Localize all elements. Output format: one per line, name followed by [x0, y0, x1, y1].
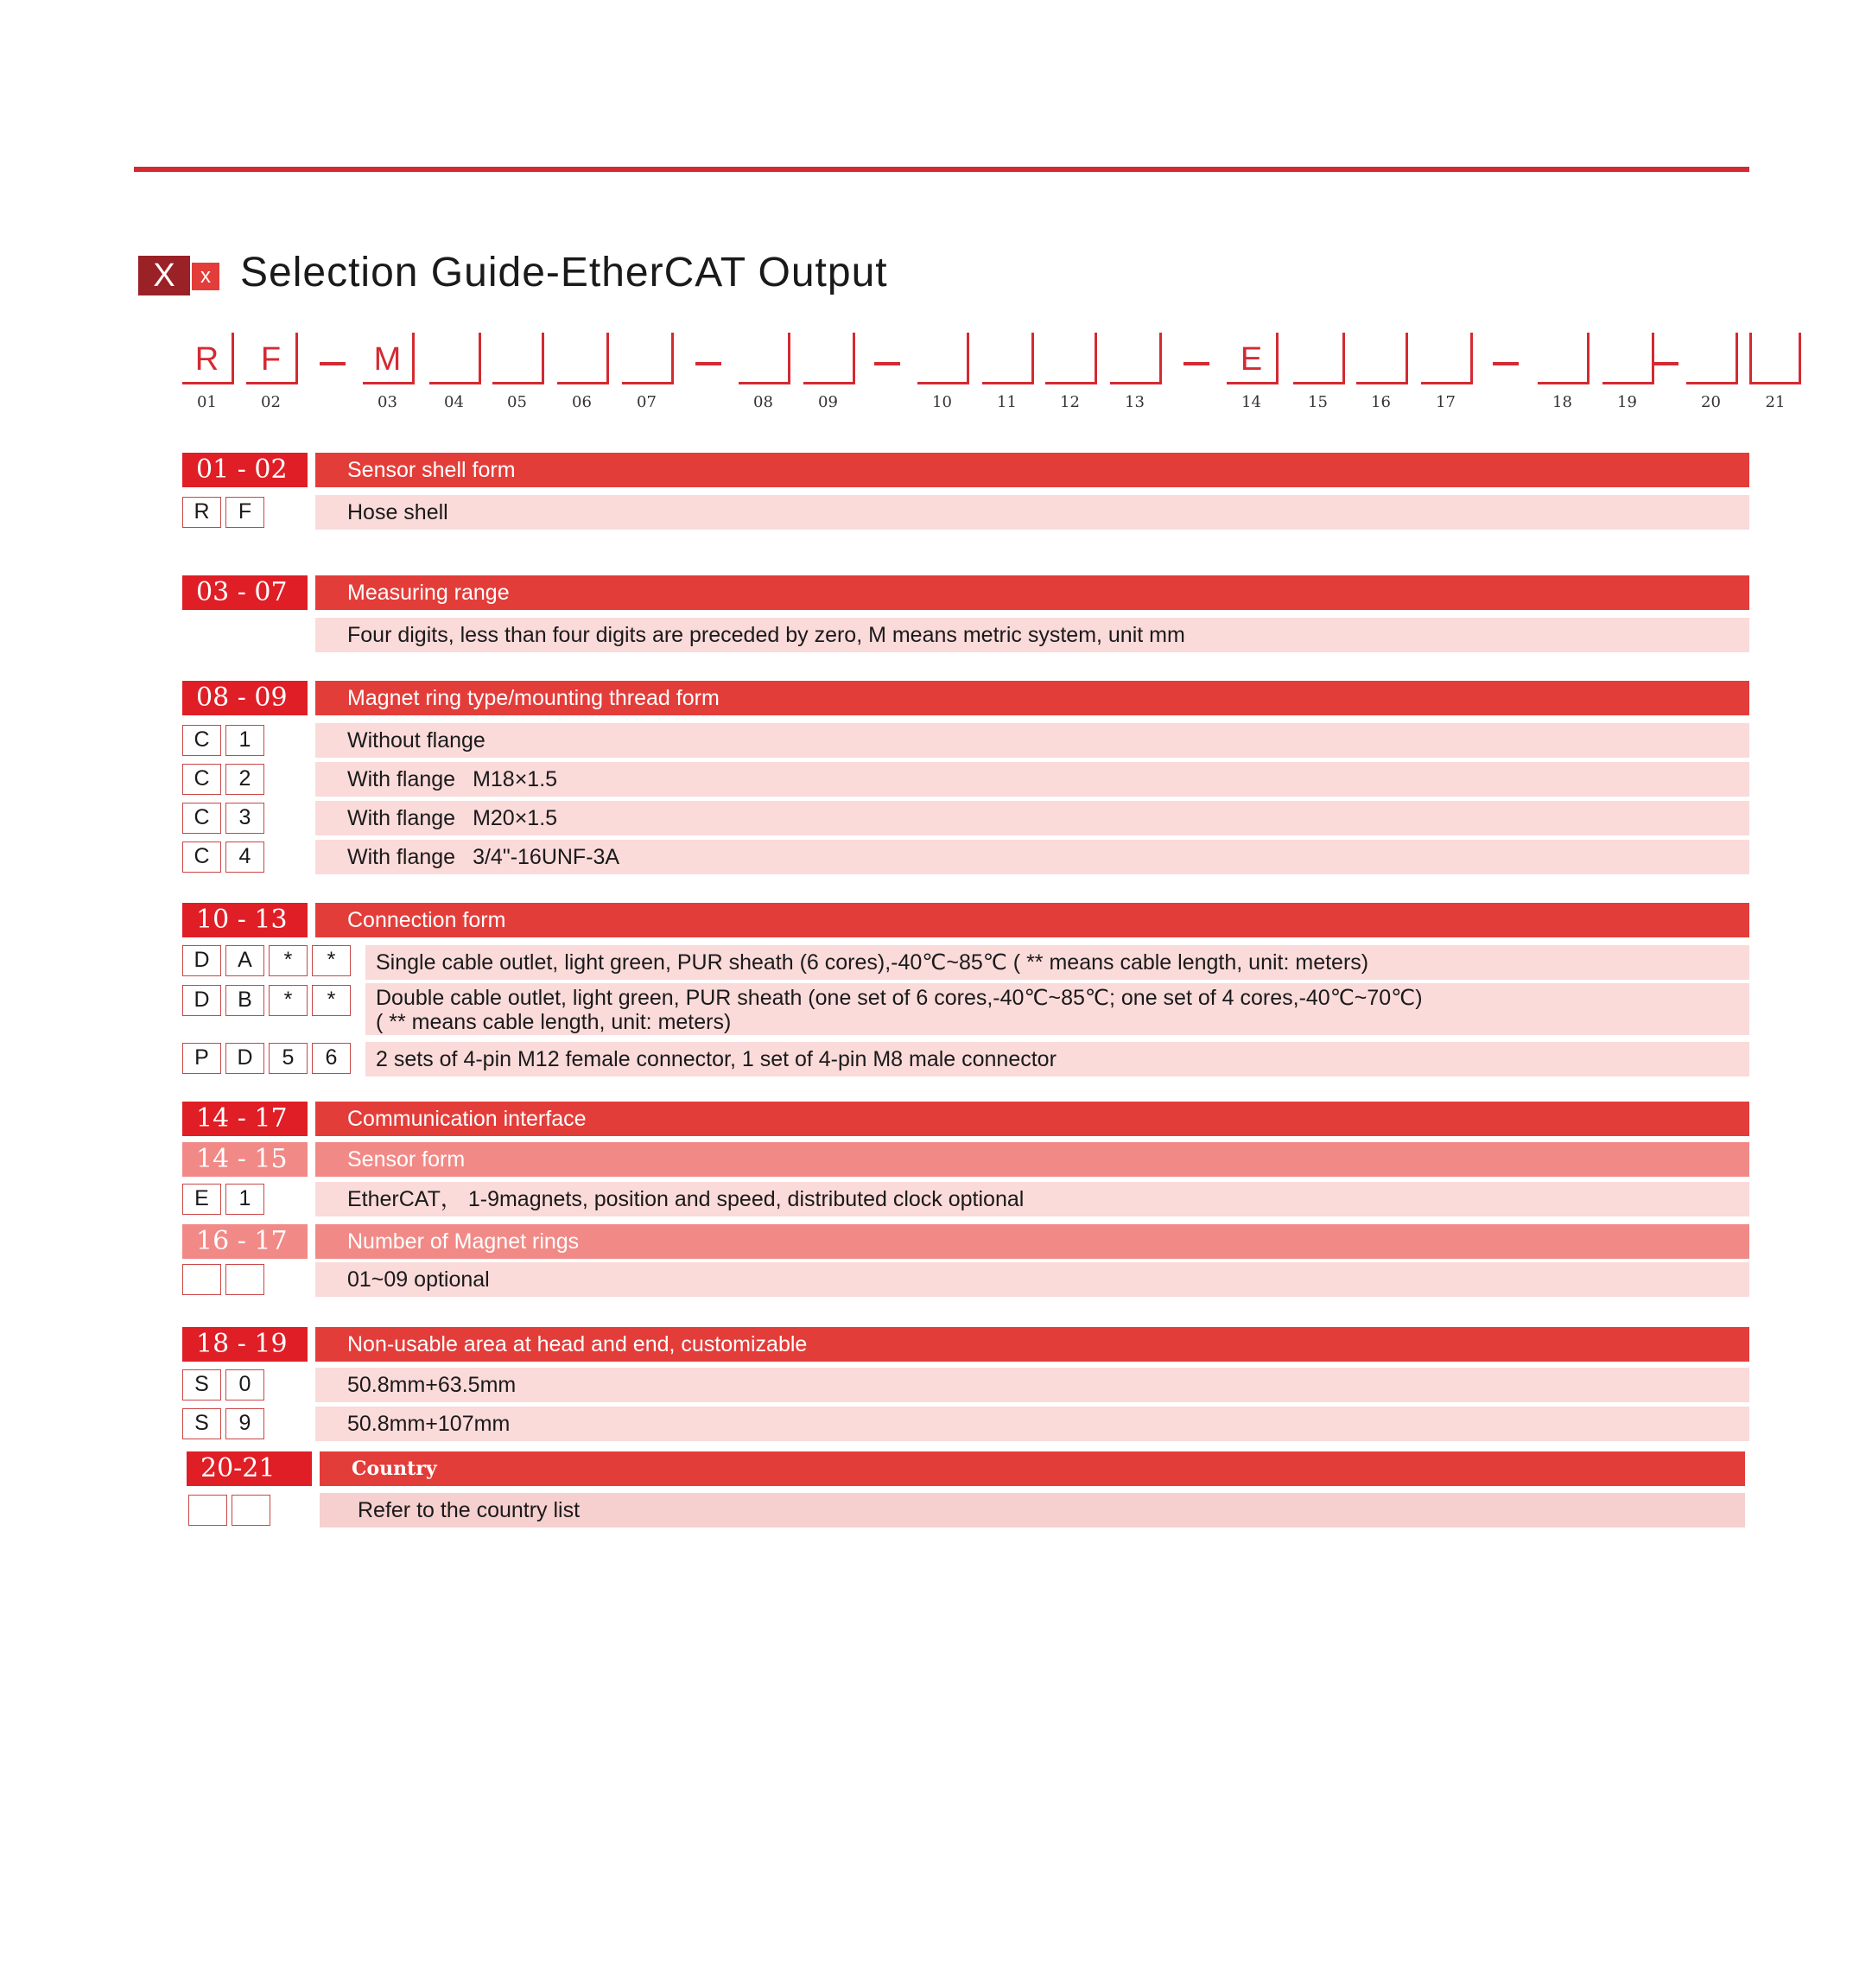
option-row: [365, 983, 1749, 1035]
code-box: 1: [225, 725, 264, 756]
slot-number: 21: [1765, 393, 1786, 411]
option-row: [315, 618, 1749, 652]
code-dash: [1493, 362, 1519, 365]
option-row: [315, 762, 1749, 797]
code-box: D: [182, 985, 221, 1016]
section-code: 10 - 13: [182, 903, 308, 937]
code-slot: [1538, 333, 1590, 411]
slot-number: 06: [572, 393, 592, 411]
option-text: Four digits, less than four digits are preceded by zero, M means metric system, unit mm: [347, 623, 1185, 647]
code-box: C: [182, 764, 221, 795]
code-box: 6: [312, 1043, 351, 1074]
code-slot: [557, 333, 609, 411]
code-dash: [1183, 362, 1209, 365]
section-code: 18 - 19: [182, 1327, 308, 1362]
brand-logo: [138, 256, 220, 295]
logo-x-small: x: [192, 263, 219, 290]
code-box: P: [182, 1043, 221, 1074]
code-box: C: [182, 725, 221, 756]
option-row: [315, 723, 1749, 758]
code-box: R: [182, 497, 221, 528]
slot-number: 03: [378, 393, 397, 411]
section-code: 20-21: [187, 1451, 312, 1486]
slot-number: 04: [444, 393, 464, 411]
slot-number: 15: [1308, 393, 1328, 411]
option-text: EtherCAT， 1-9magnets, position and speed, distributed clock optional: [347, 1187, 1025, 1211]
option-note: ( ** means cable length, unit: meters): [376, 1010, 732, 1034]
option-text: With flange: [347, 845, 456, 869]
slot-number: 01: [197, 393, 217, 411]
slot-number: 18: [1552, 393, 1572, 411]
section-title: Connection form: [315, 903, 1749, 937]
code-slot: [1045, 333, 1097, 411]
code-box: [225, 1264, 264, 1295]
code-slot: [1356, 333, 1408, 411]
code-box: E: [182, 1184, 221, 1215]
option-row: [315, 495, 1749, 530]
code-slot: [803, 333, 855, 411]
slot-char: E: [1240, 341, 1263, 378]
code-box: [188, 1495, 227, 1526]
code-slot: [182, 333, 234, 411]
code-slot: [982, 333, 1034, 411]
option-row: [315, 801, 1749, 835]
option-row: [315, 1182, 1749, 1216]
option-text: 50.8mm+107mm: [347, 1412, 511, 1436]
slot-char: M: [373, 341, 402, 378]
code-box: 3: [225, 803, 264, 834]
section-title: Magnet ring type/mounting thread form: [315, 681, 1749, 715]
subsection-code: 14 - 15: [182, 1142, 308, 1177]
code-dash: [695, 362, 721, 365]
code-slot: [917, 333, 969, 411]
code-slot: [1110, 333, 1162, 411]
section-title: Measuring range: [315, 575, 1749, 610]
option-spec: M18×1.5: [473, 767, 558, 791]
code-box: 2: [225, 764, 264, 795]
code-box: S: [182, 1369, 221, 1400]
subsection-title: Number of Magnet rings: [315, 1224, 1749, 1259]
section-code: 03 - 07: [182, 575, 308, 610]
code-slot: [363, 333, 415, 411]
slot-char: R: [194, 341, 219, 378]
option-text: Hose shell: [347, 500, 448, 524]
section-title: Sensor shell form: [315, 453, 1749, 487]
option-spec: M20×1.5: [473, 806, 558, 830]
code-box: B: [225, 985, 264, 1016]
code-box: *: [312, 945, 351, 976]
code-slot: [1749, 333, 1801, 411]
code-box: *: [312, 985, 351, 1016]
option-row: [315, 840, 1749, 874]
code-box: 9: [225, 1408, 264, 1439]
slot-number: 11: [997, 393, 1017, 411]
option-row: [365, 1042, 1749, 1077]
slot-number: 20: [1701, 393, 1721, 411]
option-row: [365, 945, 1749, 980]
slot-number: 12: [1060, 393, 1080, 411]
code-dash: [320, 362, 346, 365]
code-box: [232, 1495, 270, 1526]
option-row: [315, 1262, 1749, 1297]
slot-number: 17: [1436, 393, 1456, 411]
code-dash: [874, 362, 900, 365]
page-title: Selection Guide-EtherCAT Output: [240, 250, 888, 295]
code-slot: [1227, 333, 1279, 411]
slot-number: 13: [1125, 393, 1145, 411]
code-dash: [1654, 362, 1678, 365]
option-text: 01~09 optional: [347, 1267, 490, 1292]
code-slot: [1686, 333, 1738, 411]
slot-number: 14: [1241, 393, 1261, 411]
code-box: D: [225, 1043, 264, 1074]
code-slot: [1421, 333, 1473, 411]
top-rule: [134, 167, 1749, 172]
code-slot: [1293, 333, 1345, 411]
code-box: A: [225, 945, 264, 976]
section-title: Country: [320, 1451, 1745, 1486]
slot-number: 09: [818, 393, 838, 411]
code-box: [182, 1264, 221, 1295]
code-box: C: [182, 842, 221, 873]
option-text: Single cable outlet, light green, PUR sheath (6 cores),-40℃~85℃ ( ** means cable length, unit: meters): [376, 950, 1369, 975]
code-slot: [622, 333, 674, 411]
slot-number: 16: [1371, 393, 1391, 411]
slot-number: 08: [753, 393, 773, 411]
slot-number: 10: [932, 393, 952, 411]
section-code: 01 - 02: [182, 453, 308, 487]
code-box: 4: [225, 842, 264, 873]
option-spec: 3/4"-16UNF-3A: [473, 845, 620, 869]
code-box: C: [182, 803, 221, 834]
logo-x-large: X: [138, 256, 190, 295]
option-text: Refer to the country list: [358, 1498, 581, 1522]
slot-number: 05: [507, 393, 527, 411]
code-box: *: [269, 985, 308, 1016]
slot-number: 19: [1617, 393, 1637, 411]
section-code: 08 - 09: [182, 681, 308, 715]
slot-number: 02: [261, 393, 281, 411]
code-box: F: [225, 497, 264, 528]
section-code: 14 - 17: [182, 1102, 308, 1136]
code-box: 0: [225, 1369, 264, 1400]
code-slot: [739, 333, 790, 411]
section-title: Communication interface: [315, 1102, 1749, 1136]
code-box: *: [269, 945, 308, 976]
slot-number: 07: [637, 393, 657, 411]
model-code-strip: [0, 333, 1872, 419]
option-text: 50.8mm+63.5mm: [347, 1373, 517, 1397]
code-box: 1: [225, 1184, 264, 1215]
option-row: [315, 1407, 1749, 1441]
subsection-code: 16 - 17: [182, 1224, 308, 1259]
option-row: [320, 1493, 1745, 1528]
option-text: Without flange: [347, 728, 485, 753]
option-row: [315, 1368, 1749, 1402]
subsection-title: Sensor form: [315, 1142, 1749, 1177]
option-text: With flange: [347, 806, 456, 830]
code-slot: [246, 333, 298, 411]
option-text: Double cable outlet, light green, PUR sheath (one set of 6 cores,-40℃~85℃; one set of 4 cores,-40℃~70℃): [376, 986, 1423, 1010]
code-slot: [429, 333, 481, 411]
code-box: S: [182, 1408, 221, 1439]
code-box: D: [182, 945, 221, 976]
section-title: Non-usable area at head and end, customizable: [315, 1327, 1749, 1362]
code-slot: [492, 333, 544, 411]
code-box: 5: [269, 1043, 308, 1074]
code-slot: [1602, 333, 1654, 411]
option-text: With flange: [347, 767, 456, 791]
slot-char: F: [260, 341, 282, 378]
option-text: 2 sets of 4-pin M12 female connector, 1 set of 4-pin M8 male connector: [376, 1047, 1057, 1071]
